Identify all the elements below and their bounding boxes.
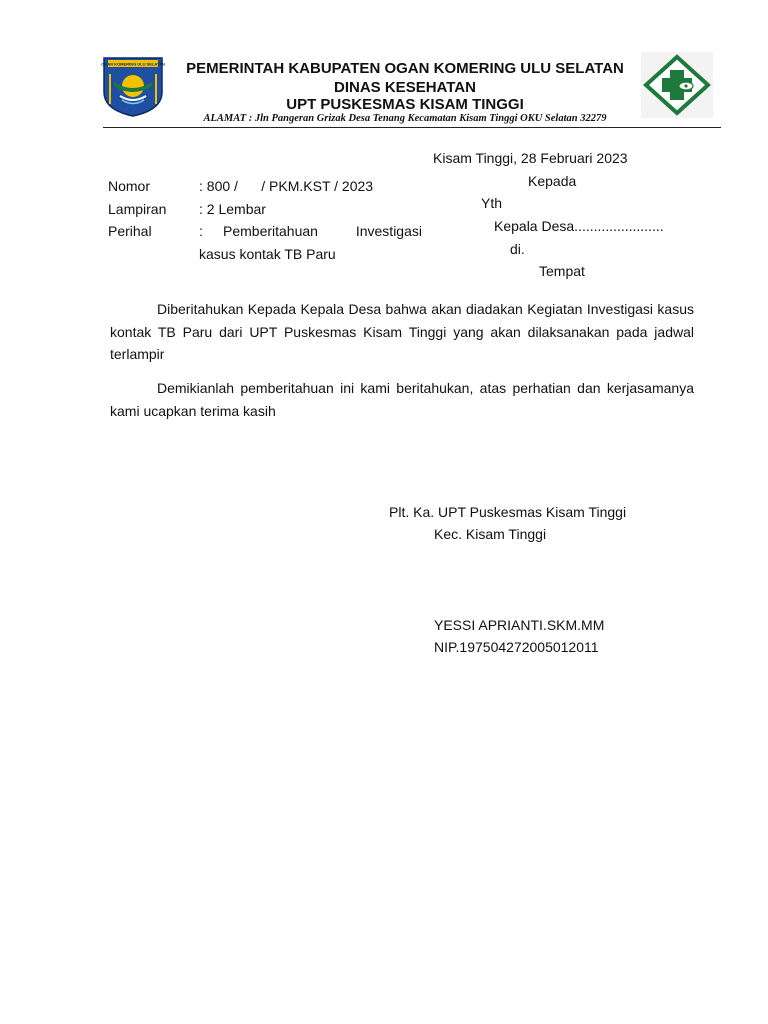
letterhead-institution: UPT PUSKESMAS KISAM TINGGI: [286, 96, 524, 113]
perihal-line2: kasus kontak TB Paru: [199, 246, 336, 262]
perihal-line1: Pemberitahuan Investigasi: [223, 223, 422, 239]
lampiran-label: Lampiran: [108, 201, 167, 217]
body-paragraph-2: Demikianlah pemberitahuan ini kami beritahukan, atas perhatian dan kerjasamanya kami ucapkan terima kasih: [110, 380, 694, 419]
signature-title-2: Kec. Kisam Tinggi: [434, 526, 547, 542]
signature-title-1: Plt. Ka. UPT Puskesmas Kisam Tinggi: [389, 504, 627, 520]
letterhead-divider: [103, 127, 721, 128]
signature-name: YESSI APRIANTI.SKM.MM: [434, 617, 605, 633]
date-line: Kisam Tinggi, 28 Februari 2023: [433, 150, 628, 166]
recipient-di: di.: [510, 241, 525, 257]
nomor-label: Nomor: [108, 178, 151, 194]
regency-emblem-logo: [100, 52, 166, 118]
recipient-tempat: Tempat: [539, 263, 585, 279]
puskesmas-logo: [641, 52, 713, 118]
nomor-value: : 800 / / PKM.KST / 2023: [199, 178, 374, 194]
perihal-colon: :: [199, 223, 203, 239]
perihal-label: Perihal: [108, 223, 152, 239]
recipient-kepada: Kepada: [528, 173, 577, 189]
emblem-banner-text: OGAN KOMERING ULU SELATAN: [101, 61, 165, 67]
recipient-yth: Yth: [481, 195, 503, 211]
recipient-name: Kepala Desa.......................: [494, 218, 664, 234]
signature-nip: NIP.197504272005012011: [434, 639, 599, 655]
letterhead-address: ALAMAT : Jln Pangeran Grizak Desa Tenang Kecamatan Kisam Tinggi OKU Selatan 32279: [203, 113, 607, 124]
lampiran-value: : 2 Lembar: [199, 201, 266, 217]
body-paragraph-1: Diberitahukan Kepada Kepala Desa bahwa akan diadakan Kegiatan Investigasi kasus kontak TB Paru dari UPT Puskesmas Kisam Tinggi yang akan dilaksanakan pada jadwal terlampir: [110, 301, 694, 362]
letterhead-department: DINAS KESEHATAN: [334, 79, 476, 96]
letterhead-government: PEMERINTAH KABUPATEN OGAN KOMERING ULU SELATAN: [186, 60, 624, 77]
